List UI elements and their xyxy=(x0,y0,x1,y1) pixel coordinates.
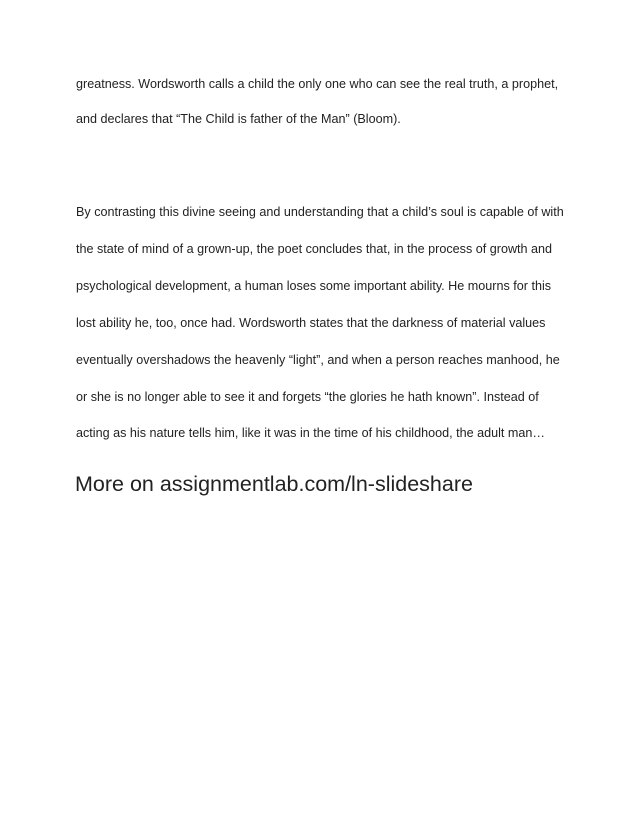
text-line: lost ability he, too, once had. Wordsworth states that the darkness of material values xyxy=(76,316,546,330)
text-line: eventually overshadows the heavenly “light”, and when a person reaches manhood, he xyxy=(76,353,560,367)
text-line: and declares that “The Child is father of the Man” (Bloom). xyxy=(76,112,401,126)
text-line: By contrasting this divine seeing and understanding that a child’s soul is capable of with xyxy=(76,205,564,219)
text-line: greatness. Wordsworth calls a child the only one who can see the real truth, a prophet, xyxy=(76,77,559,91)
more-on-link[interactable]: More on assignmentlab.com/ln-slideshare xyxy=(75,472,473,496)
text-line: psychological development, a human loses some important ability. He mourns for this xyxy=(76,279,552,293)
text-line: the state of mind of a grown-up, the poet concludes that, in the process of growth and xyxy=(76,242,553,256)
text-line: acting as his nature tells him, like it was in the time of his childhood, the adult man… xyxy=(76,426,546,440)
text-line: or she is no longer able to see it and forgets “the glories he hath known”. Instead of xyxy=(76,390,539,404)
